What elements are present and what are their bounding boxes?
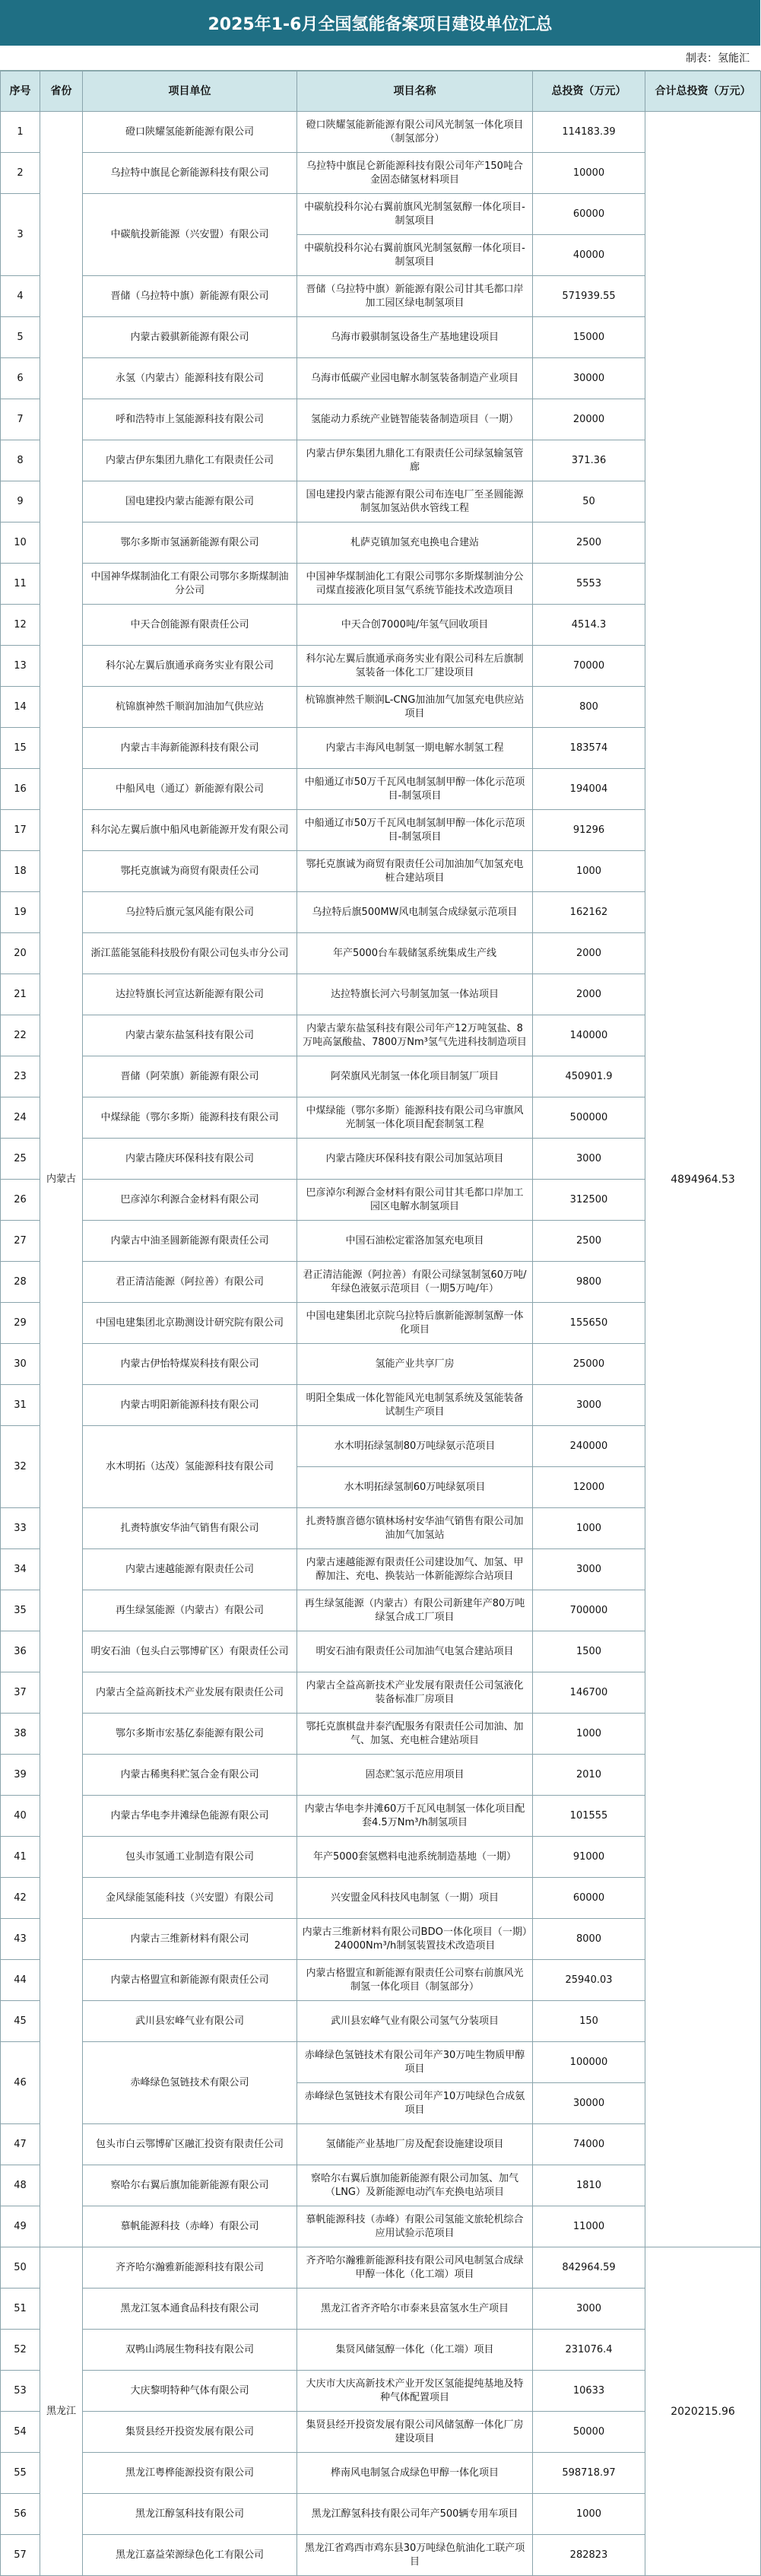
investment-cell: 146700 [533, 1672, 645, 1714]
investment-cell: 70000 [533, 646, 645, 687]
investment-cell: 10000 [533, 153, 645, 194]
header-province: 省份 [40, 71, 83, 112]
row-number: 33 [1, 1508, 40, 1549]
row-number: 1 [1, 112, 40, 153]
investment-cell: 3000 [533, 1139, 645, 1180]
group-total-cell: 2020215.96 [645, 2247, 761, 2576]
unit-cell: 黑龙江醇氢科技有限公司 [83, 2494, 297, 2535]
unit-cell: 晋储（乌拉特中旗）新能源有限公司 [83, 276, 297, 317]
unit-cell: 内蒙古隆庆环保科技有限公司 [83, 1139, 297, 1180]
investment-cell: 114183.39 [533, 112, 645, 153]
row-number: 9 [1, 481, 40, 523]
investment-cell: 1000 [533, 851, 645, 892]
row-number: 8 [1, 440, 40, 481]
project-cell: 兴安盟金风科技风电制氢（一期）项目 [297, 1878, 533, 1919]
investment-cell: 800 [533, 687, 645, 728]
project-cell: 黑龙江省鸡西市鸡东县30万吨绿色航油化工联产项目 [297, 2535, 533, 2576]
investment-cell: 8000 [533, 1919, 645, 1960]
project-cell: 内蒙古三维新材料有限公司BDO一体化项目（一期）24000Nm³/h制氢装置技术改造项目 [297, 1919, 533, 1960]
unit-cell: 黑龙江氢本通食品科技有限公司 [83, 2289, 297, 2330]
investment-cell: 1000 [533, 2494, 645, 2535]
row-number: 18 [1, 851, 40, 892]
unit-cell: 内蒙古稀奥科贮氢合金有限公司 [83, 1755, 297, 1796]
investment-cell: 3000 [533, 1549, 645, 1590]
unit-cell: 杭锦旗神然千顺润加油加气供应站 [83, 687, 297, 728]
row-number: 49 [1, 2206, 40, 2247]
investment-cell: 25940.03 [533, 1960, 645, 2001]
header-total: 合计总投资（万元） [645, 71, 761, 112]
row-number: 36 [1, 1631, 40, 1672]
row-number: 43 [1, 1919, 40, 1960]
row-number: 50 [1, 2247, 40, 2289]
project-cell: 乌海市毅骐制氢设备生产基地建设项目 [297, 317, 533, 358]
project-cell: 黑龙江醇氢科技有限公司年产500辆专用车项目 [297, 2494, 533, 2535]
project-cell: 氢储能产业基地厂房及配套设施建设项目 [297, 2124, 533, 2165]
investment-cell: 598718.97 [533, 2453, 645, 2494]
project-cell: 磴口陕耀氢能新能源有限公司风光制氢一体化项目（制氢部分） [297, 112, 533, 153]
investment-cell: 15000 [533, 317, 645, 358]
page-title: 2025年1-6月全国氢能备案项目建设单位汇总 [0, 0, 760, 46]
header-no: 序号 [1, 71, 40, 112]
project-cell: 再生绿氢能源（内蒙古）有限公司新建年产80万吨绿氢合成工厂项目 [297, 1590, 533, 1631]
table-row [1, 112, 761, 153]
row-number: 6 [1, 358, 40, 399]
project-cell: 年产5000套氢燃料电池系统制造基地（一期） [297, 1837, 533, 1878]
investment-cell: 30000 [533, 358, 645, 399]
row-number: 10 [1, 523, 40, 564]
project-cell: 内蒙古丰海风电制氢一期电解水制氢工程 [297, 728, 533, 769]
investment-cell: 140000 [533, 1015, 645, 1056]
row-number: 2 [1, 153, 40, 194]
investment-cell: 12000 [533, 1467, 645, 1508]
project-cell: 乌拉特中旗昆仑新能源科技有限公司年产150吨合金固态储氢材料项目 [297, 153, 533, 194]
investment-cell: 50 [533, 481, 645, 523]
unit-cell: 鄂尔多斯市宏基亿泰能源有限公司 [83, 1714, 297, 1755]
unit-cell: 慕帆能源科技（赤峰）有限公司 [83, 2206, 297, 2247]
investment-cell: 9800 [533, 1262, 645, 1303]
row-number: 31 [1, 1385, 40, 1426]
unit-cell: 包头市氢通工业制造有限公司 [83, 1837, 297, 1878]
investment-cell: 20000 [533, 399, 645, 440]
unit-cell: 国电建投内蒙古能源有限公司 [83, 481, 297, 523]
row-number: 56 [1, 2494, 40, 2535]
unit-cell: 科尔沁左翼后旗通承商务实业有限公司 [83, 646, 297, 687]
project-cell: 中国石油松定霍洛加氢充电项目 [297, 1221, 533, 1262]
investment-cell: 3000 [533, 2289, 645, 2330]
project-cell: 内蒙古速越能源有限责任公司建设加气、加氢、甲醇加注、充电、换装站一体新能源综合站项目 [297, 1549, 533, 1590]
row-number: 28 [1, 1262, 40, 1303]
project-cell: 中国神华煤制油化工有限公司鄂尔多斯煤制油分公司煤直接液化项目氢气系统节能技术改造项目 [297, 564, 533, 605]
investment-cell: 150 [533, 2001, 645, 2042]
row-number: 52 [1, 2330, 40, 2371]
project-cell: 扎赉特旗音德尔镇林场村安华油气销售有限公司加油加气加氢站 [297, 1508, 533, 1549]
investment-cell: 183574 [533, 728, 645, 769]
project-cell: 内蒙古华电李井滩60万千瓦风电制氢一体化项目配套4.5万Nm³/h制氢项目 [297, 1796, 533, 1837]
unit-cell: 再生绿氢能源（内蒙古）有限公司 [83, 1590, 297, 1631]
maker-note [0, 46, 760, 71]
row-number: 22 [1, 1015, 40, 1056]
project-cell: 氢能动力系统产业链智能装备制造项目（一期） [297, 399, 533, 440]
investment-cell: 571939.55 [533, 276, 645, 317]
project-cell: 鄂托克旗棋盘井泰汽配服务有限责任公司加油、加气、加氢、充电桩合建站项目 [297, 1714, 533, 1755]
project-cell: 巴彦淖尔利源合金材料有限公司甘其毛都口岸加工园区电解水制氢项目 [297, 1180, 533, 1221]
row-number: 30 [1, 1344, 40, 1385]
investment-cell: 312500 [533, 1180, 645, 1221]
row-number: 53 [1, 2371, 40, 2412]
project-cell: 水木明拓绿氢制80万吨绿氨示范项目 [297, 1426, 533, 1467]
row-number: 37 [1, 1672, 40, 1714]
unit-cell: 内蒙古蒙东盐氢科技有限公司 [83, 1015, 297, 1056]
investment-cell: 194004 [533, 769, 645, 810]
project-cell: 武川县宏峰气业有限公司氢气分装项目 [297, 2001, 533, 2042]
row-number: 38 [1, 1714, 40, 1755]
investment-cell: 40000 [533, 235, 645, 276]
row-number: 35 [1, 1590, 40, 1631]
project-cell: 明阳全集成一体化智能风光电制氢系统及氢能装备试制生产项目 [297, 1385, 533, 1426]
investment-cell: 282823 [533, 2535, 645, 2576]
investment-cell: 4514.3 [533, 605, 645, 646]
project-cell: 赤峰绿色氢链技术有限公司年产10万吨绿色合成氨项目 [297, 2083, 533, 2124]
row-number: 44 [1, 1960, 40, 2001]
header-unit: 项目单位 [83, 71, 297, 112]
project-cell: 慕帆能源科技（赤峰）有限公司氢能文旅轮机综合应用试验示范项目 [297, 2206, 533, 2247]
row-number: 12 [1, 605, 40, 646]
unit-cell: 内蒙古华电李井滩绿色能源有限公司 [83, 1796, 297, 1837]
project-cell: 内蒙古格盟宣和新能源有限责任公司察右前旗风光制氢一体化项目（制氢部分） [297, 1960, 533, 2001]
project-cell: 科尔沁左翼后旗通承商务实业有限公司科左后旗制氢装备一体化工厂建设项目 [297, 646, 533, 687]
row-number: 47 [1, 2124, 40, 2165]
unit-cell: 永氢（内蒙古）能源科技有限公司 [83, 358, 297, 399]
investment-cell: 100000 [533, 2042, 645, 2083]
unit-cell: 中国电建集团北京勘测设计研究院有限公司 [83, 1303, 297, 1344]
unit-cell: 中国神华煤制油化工有限公司鄂尔多斯煤制油分公司 [83, 564, 297, 605]
row-number: 11 [1, 564, 40, 605]
row-number: 26 [1, 1180, 40, 1221]
unit-cell: 浙江蓝能氢能科技股份有限公司包头市分公司 [83, 933, 297, 974]
row-number: 27 [1, 1221, 40, 1262]
row-number: 39 [1, 1755, 40, 1796]
project-cell: 中煤绿能（鄂尔多斯）能源科技有限公司乌审旗风光制氢一体化项目配套制氢工程 [297, 1097, 533, 1139]
header-project: 项目名称 [297, 71, 533, 112]
row-number: 4 [1, 276, 40, 317]
row-number: 51 [1, 2289, 40, 2330]
project-cell: 中船通辽市50万千瓦风电制氢制甲醇一体化示范项目-制氢项目 [297, 810, 533, 851]
province-cell: 内蒙古 [40, 112, 83, 2247]
unit-cell: 大庆黎明特种气体有限公司 [83, 2371, 297, 2412]
project-cell: 水木明拓绿氢制60万吨绿氨项目 [297, 1467, 533, 1508]
project-cell: 黑龙江省齐齐哈尔市泰来县富氢水生产项目 [297, 2289, 533, 2330]
row-number: 17 [1, 810, 40, 851]
unit-cell: 鄂托克旗诚为商贸有限责任公司 [83, 851, 297, 892]
unit-cell: 君正清洁能源（阿拉善）有限公司 [83, 1262, 297, 1303]
investment-cell: 371.36 [533, 440, 645, 481]
project-cell: 内蒙古全益高新技术产业发展有限责任公司氢液化装备标准厂房项目 [297, 1672, 533, 1714]
unit-cell: 察哈尔右翼后旗加能新能源有限公司 [83, 2165, 297, 2206]
unit-cell: 中煤绿能（鄂尔多斯）能源科技有限公司 [83, 1097, 297, 1139]
header-row [1, 71, 761, 112]
investment-cell: 5553 [533, 564, 645, 605]
investment-cell: 1810 [533, 2165, 645, 2206]
unit-cell: 乌拉特中旗昆仑新能源科技有限公司 [83, 153, 297, 194]
investment-cell: 1500 [533, 1631, 645, 1672]
maker-text: 制表：氢能汇 [686, 52, 750, 65]
unit-cell: 内蒙古中油圣圆新能源有限责任公司 [83, 1221, 297, 1262]
unit-cell: 鄂尔多斯市氢涵新能源有限公司 [83, 523, 297, 564]
project-cell: 察哈尔右翼后旗加能新能源有限公司加氢、加气（LNG）及新能源电动汽车充换电站项目 [297, 2165, 533, 2206]
row-number: 34 [1, 1549, 40, 1590]
row-number: 13 [1, 646, 40, 687]
unit-cell: 晋储（阿荣旗）新能源有限公司 [83, 1056, 297, 1097]
row-number: 40 [1, 1796, 40, 1837]
unit-cell: 赤峰绿色氢链技术有限公司 [83, 2042, 297, 2124]
row-number: 48 [1, 2165, 40, 2206]
unit-cell: 内蒙古全益高新技术产业发展有限责任公司 [83, 1672, 297, 1714]
investment-cell: 2000 [533, 933, 645, 974]
unit-cell: 黑龙江粤桦能源投资有限公司 [83, 2453, 297, 2494]
investment-cell: 842964.59 [533, 2247, 645, 2289]
unit-cell: 武川县宏峰气业有限公司 [83, 2001, 297, 2042]
investment-cell: 101555 [533, 1796, 645, 1837]
project-cell: 乌拉特后旗500MW风电制氢合成绿氨示范项目 [297, 892, 533, 933]
project-cell: 内蒙古隆庆环保科技有限公司加氢站项目 [297, 1139, 533, 1180]
project-cell: 杭锦旗神然千顺润L-CNG加油加气加氢充电供应站项目 [297, 687, 533, 728]
project-cell: 集贤县经开投资发展有限公司风储氢醇一体化厂房建设项目 [297, 2412, 533, 2453]
project-cell: 中碳航投科尔沁右翼前旗风光制氢氨醇一体化项目-制氢项目 [297, 235, 533, 276]
project-cell: 集贤风储氢醇一体化（化工端）项目 [297, 2330, 533, 2371]
unit-cell: 磴口陕耀氢能新能源有限公司 [83, 112, 297, 153]
investment-cell: 2000 [533, 974, 645, 1015]
row-number: 42 [1, 1878, 40, 1919]
row-number: 5 [1, 317, 40, 358]
project-cell: 国电建投内蒙古能源有限公司布连电厂至圣圆能源制氢加氢站供水管线工程 [297, 481, 533, 523]
province-cell: 黑龙江 [40, 2247, 83, 2576]
unit-cell: 内蒙古速越能源有限责任公司 [83, 1549, 297, 1590]
row-number: 20 [1, 933, 40, 974]
table-body [1, 112, 761, 2576]
project-cell: 晋储（乌拉特中旗）新能源有限公司甘其毛都口岸加工园区绿电制氢项目 [297, 276, 533, 317]
group-total-cell: 4894964.53 [645, 112, 761, 2247]
investment-cell: 2500 [533, 1221, 645, 1262]
project-cell: 鄂托克旗诚为商贸有限责任公司加油加气加氢充电桩合建站项目 [297, 851, 533, 892]
unit-cell: 包头市白云鄂博矿区融汇投资有限责任公司 [83, 2124, 297, 2165]
row-number: 54 [1, 2412, 40, 2453]
investment-cell: 50000 [533, 2412, 645, 2453]
unit-cell: 齐齐哈尔瀚雅新能源科技有限公司 [83, 2247, 297, 2289]
unit-cell: 内蒙古伊怡特煤炭科技有限公司 [83, 1344, 297, 1385]
header-investment: 总投资（万元） [533, 71, 645, 112]
unit-cell: 黑龙江嘉益荣源绿色化工有限公司 [83, 2535, 297, 2576]
project-cell: 中天合创7000吨/年氢气回收项目 [297, 605, 533, 646]
investment-cell: 3000 [533, 1385, 645, 1426]
investment-cell: 231076.4 [533, 2330, 645, 2371]
unit-cell: 内蒙古格盟宣和新能源有限责任公司 [83, 1960, 297, 2001]
project-cell: 内蒙古伊东集团九鼎化工有限责任公司绿氢输氢管廊 [297, 440, 533, 481]
row-number: 24 [1, 1097, 40, 1139]
project-cell: 年产5000台车载储氢系统集成生产线 [297, 933, 533, 974]
investment-cell: 2500 [533, 523, 645, 564]
project-cell: 君正清洁能源（阿拉善）有限公司绿氢制氢60万吨/年绿色液氨示范项目（一期5万吨/年） [297, 1262, 533, 1303]
unit-cell: 扎赉特旗安华油气销售有限公司 [83, 1508, 297, 1549]
project-cell: 明安石油有限责任公司加油气电氢合建站项目 [297, 1631, 533, 1672]
investment-cell: 240000 [533, 1426, 645, 1467]
project-cell: 札萨克镇加氢充电换电合建站 [297, 523, 533, 564]
unit-cell: 科尔沁左翼后旗中船风电新能源开发有限公司 [83, 810, 297, 851]
project-table [0, 71, 761, 2576]
unit-cell: 呼和浩特市上氢能源科技有限公司 [83, 399, 297, 440]
row-number: 21 [1, 974, 40, 1015]
project-cell: 内蒙古蒙东盐氢科技有限公司年产12万吨氢盐、8万吨高氯酸盐、7800万Nm³氢气先进科技制造项目 [297, 1015, 533, 1056]
row-number: 41 [1, 1837, 40, 1878]
unit-cell: 内蒙古丰海新能源科技有限公司 [83, 728, 297, 769]
investment-cell: 500000 [533, 1097, 645, 1139]
row-number: 57 [1, 2535, 40, 2576]
row-number: 15 [1, 728, 40, 769]
row-number: 14 [1, 687, 40, 728]
unit-cell: 内蒙古明阳新能源科技有限公司 [83, 1385, 297, 1426]
row-number: 45 [1, 2001, 40, 2042]
unit-cell: 乌拉特后旗元氢风能有限公司 [83, 892, 297, 933]
investment-cell: 91000 [533, 1837, 645, 1878]
project-cell: 达拉特旗长河六号制氢加氢一体站项目 [297, 974, 533, 1015]
unit-cell: 双鸭山鸿展生物科技有限公司 [83, 2330, 297, 2371]
investment-cell: 162162 [533, 892, 645, 933]
project-cell: 中国电建集团北京院乌拉特后旗新能源制氢醇一体化项目 [297, 1303, 533, 1344]
investment-cell: 91296 [533, 810, 645, 851]
project-cell: 桦南风电制氢合成绿色甲醇一体化项目 [297, 2453, 533, 2494]
row-number: 19 [1, 892, 40, 933]
unit-cell: 水木明拓（达茂）氢能源科技有限公司 [83, 1426, 297, 1508]
unit-cell: 中船风电（通辽）新能源有限公司 [83, 769, 297, 810]
investment-cell: 74000 [533, 2124, 645, 2165]
investment-cell: 450901.9 [533, 1056, 645, 1097]
investment-cell: 2010 [533, 1755, 645, 1796]
unit-cell: 巴彦淖尔利源合金材料有限公司 [83, 1180, 297, 1221]
investment-cell: 60000 [533, 194, 645, 235]
unit-cell: 内蒙古三维新材料有限公司 [83, 1919, 297, 1960]
project-cell: 固态贮氢示范应用项目 [297, 1755, 533, 1796]
investment-cell: 10633 [533, 2371, 645, 2412]
unit-cell: 内蒙古毅骐新能源有限公司 [83, 317, 297, 358]
project-cell: 阿荣旗风光制氢一体化项目制氢厂项目 [297, 1056, 533, 1097]
investment-cell: 700000 [533, 1590, 645, 1631]
project-cell: 齐齐哈尔瀚雅新能源科技有限公司风电制氢合成绿甲醇一体化（化工端）项目 [297, 2247, 533, 2289]
investment-cell: 155650 [533, 1303, 645, 1344]
unit-cell: 中碳航投新能源（兴安盟）有限公司 [83, 194, 297, 276]
unit-cell: 中天合创能源有限责任公司 [83, 605, 297, 646]
unit-cell: 金风绿能氢能科技（兴安盟）有限公司 [83, 1878, 297, 1919]
investment-cell: 1000 [533, 1508, 645, 1549]
project-cell: 中碳航投科尔沁右翼前旗风光制氢氨醇一体化项目-制氢项目 [297, 194, 533, 235]
unit-cell: 集贤县经开投资发展有限公司 [83, 2412, 297, 2453]
unit-cell: 内蒙古伊东集团九鼎化工有限责任公司 [83, 440, 297, 481]
investment-cell: 1000 [533, 1714, 645, 1755]
row-number: 7 [1, 399, 40, 440]
row-number: 16 [1, 769, 40, 810]
row-number: 25 [1, 1139, 40, 1180]
investment-cell: 30000 [533, 2083, 645, 2124]
project-cell: 氢能产业共享厂房 [297, 1344, 533, 1385]
unit-cell: 达拉特旗长河宣达新能源有限公司 [83, 974, 297, 1015]
row-number: 23 [1, 1056, 40, 1097]
project-cell: 乌海市低碳产业园电解水制氢装备制造产业项目 [297, 358, 533, 399]
investment-cell: 60000 [533, 1878, 645, 1919]
row-number: 29 [1, 1303, 40, 1344]
row-number: 32 [1, 1426, 40, 1508]
row-number: 46 [1, 2042, 40, 2124]
project-cell: 中船通辽市50万千瓦风电制氢制甲醇一体化示范项目-制氢项目 [297, 769, 533, 810]
unit-cell: 明安石油（包头白云鄂博矿区）有限责任公司 [83, 1631, 297, 1672]
row-number: 3 [1, 194, 40, 276]
investment-cell: 11000 [533, 2206, 645, 2247]
investment-cell: 25000 [533, 1344, 645, 1385]
project-cell: 大庆市大庆高新技术产业开发区氢能提纯基地及特种气体配置项目 [297, 2371, 533, 2412]
row-number: 55 [1, 2453, 40, 2494]
table-row [1, 2247, 761, 2289]
project-cell: 赤峰绿色氢链技术有限公司年产30万吨生物质甲醇项目 [297, 2042, 533, 2083]
